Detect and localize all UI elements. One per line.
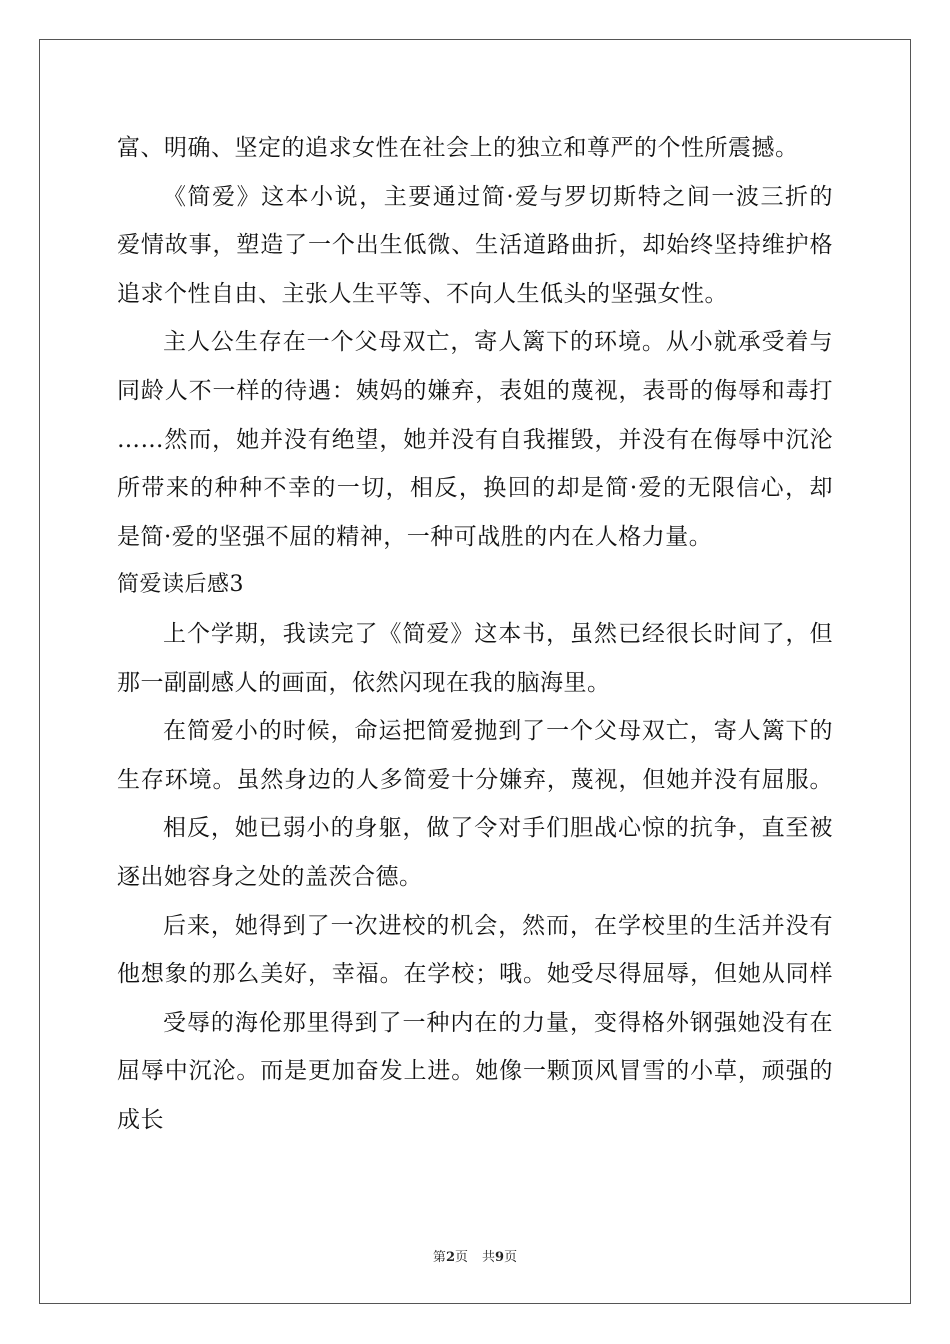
text-line: 上个学期，我读完了《简爱》这本书，虽然已经很长时间了，但: [163, 620, 833, 647]
text-line: 主人公生存在一个父母双亡，寄人篱下的环境。从小就承受着与: [163, 329, 833, 356]
text-line: 追求个性自由、主张人生平等、不向人生低头的坚强女性。: [117, 280, 728, 307]
text-line: 屈辱中沉沦。而是更加奋发上进。她像一颗顶风冒雪的小草，顽强的: [117, 1058, 833, 1085]
text-line: 相反，她已弱小的身躯，做了令对手们胆战心惊的抗争，直至被: [163, 815, 833, 842]
total-page-count: 9: [495, 1250, 505, 1265]
text-line: 爱情故事，塑造了一个出生低微、生活道路曲折，却始终坚持维护格: [117, 232, 833, 259]
page-footer: [0, 1246, 950, 1265]
footer-prefix: 第: [432, 1250, 446, 1265]
text-line: 那一副副感人的画面，依然闪现在我的脑海里。: [117, 669, 611, 696]
text-line: 后来，她得到了一次进校的机会，然而，在学校里的生活并没有: [163, 912, 833, 939]
text-line: 是简·爱的坚强不屈的精神，一种可战胜的内在人格力量。: [117, 523, 713, 550]
footer-page-suffix: 页: [454, 1250, 468, 1265]
text-line: 同龄人不一样的待遇：姨妈的嫌弃，表姐的蔑视，表哥的侮辱和毒打: [117, 377, 833, 404]
text-line: 在简爱小的时候，命运把简爱抛到了一个父母双亡，寄人篱下的: [163, 718, 833, 745]
section-heading: 简爱读后感3: [117, 572, 244, 598]
text-line: 所带来的种种不幸的一切，相反，换回的却是简·爱的无限信心，却: [117, 475, 833, 502]
text-line: 成长: [117, 1106, 164, 1133]
footer-total-prefix: 共: [482, 1250, 496, 1265]
text-line: 生存环境。虽然身边的人多简爱十分嫌弃，蔑视，但她并没有屈服。: [117, 766, 833, 793]
text-line: 逐出她容身之处的盖茨合德。: [117, 863, 423, 890]
text-line: 《简爱》这本小说，主要通过简·爱与罗切斯特之间一波三折的: [163, 183, 833, 210]
current-page-number: 2: [445, 1250, 455, 1265]
text-line: 他想象的那么美好，幸福。在学校；哦。她受尽得屈辱，但她从同样: [117, 961, 833, 988]
text-line: 富、明确、坚定的追求女性在社会上的独立和尊严的个性所震撼。: [117, 135, 799, 161]
text-line: ……然而，她并没有绝望，她并没有自我摧毁，并没有在侮辱中沉沦: [117, 426, 833, 453]
footer-total-suffix: 页: [504, 1250, 518, 1265]
document-body: [117, 124, 833, 1144]
text-line: 受辱的海伦那里得到了一种内在的力量，变得格外钢强她没有在: [163, 1009, 833, 1036]
